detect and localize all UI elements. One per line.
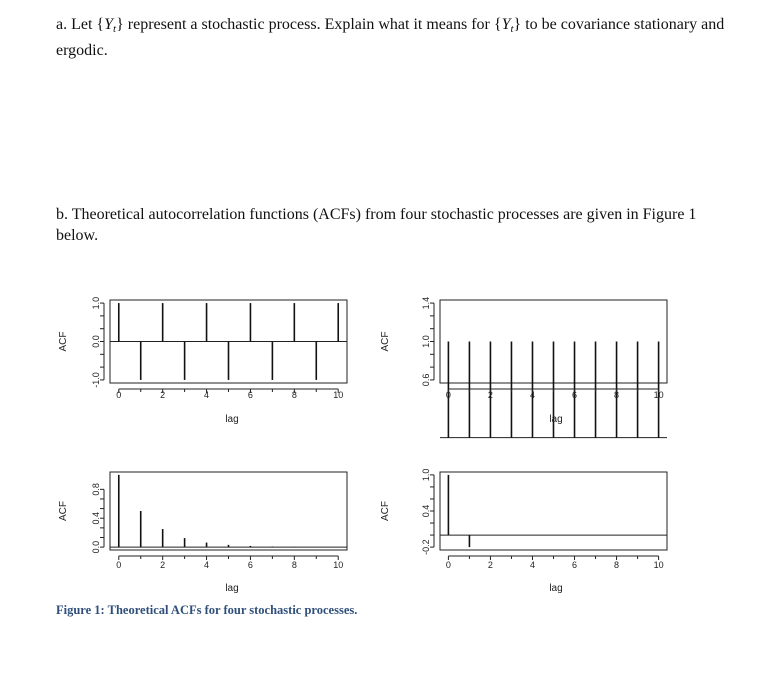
panel-3-x-axis-title: lag xyxy=(225,583,239,594)
process-subscript-2: t xyxy=(510,23,514,35)
panel-4-x-tick-label-8: 8 xyxy=(614,560,620,570)
panel-2-x-axis-title: lag xyxy=(549,414,563,425)
panel-4-x-tick-label-6: 6 xyxy=(572,560,578,570)
question-b-text: b. Theoretical autocorrelation functions (ACFs) from four stochastic processes are given in Figure 1 below. xyxy=(56,206,697,244)
process-variable-2: Y xyxy=(501,16,511,33)
panel-1-x-tick-label-10: 10 xyxy=(333,390,344,400)
panel-1-y-tick-label-1_0: 1.0 xyxy=(91,296,101,310)
panel-1-y-tick-label-0_0: 0.0 xyxy=(91,335,101,348)
panel-3-x-tick-label-6: 6 xyxy=(247,560,253,570)
panel-4-x-tick-label-10: 10 xyxy=(653,560,664,570)
panel-1-x-tick-label-8: 8 xyxy=(291,390,297,400)
panel-4-y-tick-label-0_4: 0.4 xyxy=(421,504,431,518)
panel-3-x-tick-label-8: 8 xyxy=(291,560,297,570)
panel-2-x-tick-label-10: 10 xyxy=(653,390,664,400)
panel-2-x-tick-label-0: 0 xyxy=(445,390,451,400)
panel-3-x-tick-label-0: 0 xyxy=(116,560,122,570)
process-subscript: t xyxy=(113,23,117,35)
panel-4-x-tick-label-0: 0 xyxy=(445,560,451,570)
panel-3-x-tick-label-2: 2 xyxy=(160,560,166,570)
set-open-brace: { xyxy=(96,16,105,33)
panel-2-y-axis-title: ACF xyxy=(380,331,391,352)
panel-2-y-tick-label-1_0: 1.0 xyxy=(421,335,431,348)
panel-1-x-tick-label-4: 4 xyxy=(204,390,210,400)
panel-3-frame xyxy=(110,472,347,550)
panel-1-x-tick-label-2: 2 xyxy=(160,390,166,400)
question-a-prefix: a. Let xyxy=(56,16,97,33)
panel-1-x-axis-title: lag xyxy=(225,414,239,425)
question-a-suffix: to be covariance stationary and ergodic. xyxy=(56,16,725,59)
panel-2-y-tick-label-0_6: 0.6 xyxy=(421,373,431,387)
panel-1-y-tick-label--1_0: -1.0 xyxy=(91,372,101,388)
process-variable: Y xyxy=(104,16,114,33)
panel-4-x-tick-label-4: 4 xyxy=(529,560,535,570)
panel-3-y-tick-label-0_0: 0.0 xyxy=(91,540,101,554)
panel-4-y-tick-label--0_2: -0.2 xyxy=(421,539,431,555)
panel-2-y-tick-label-1_4: 1.4 xyxy=(421,296,431,310)
figure-caption: Figure 1: Theoretical ACFs for four stochastic processes. xyxy=(56,603,358,617)
panel-3-y-axis-title: ACF xyxy=(58,501,69,521)
panel-2-x-tick-label-2: 2 xyxy=(487,390,493,400)
panel-4-y-tick-label-1_0: 1.0 xyxy=(421,468,431,482)
panel-4-frame xyxy=(440,472,667,550)
set-close-brace-2: } xyxy=(513,16,522,33)
panel-2-x-tick-label-4: 4 xyxy=(529,390,535,400)
panel-1-y-axis-title: ACF xyxy=(58,331,69,352)
panel-3-y-tick-label-0_4: 0.4 xyxy=(91,511,101,525)
panel-2-x-tick-label-8: 8 xyxy=(614,390,620,400)
panel-4-x-tick-label-2: 2 xyxy=(487,560,493,570)
panel-4-x-axis-title: lag xyxy=(549,583,563,594)
panel-3-x-tick-label-10: 10 xyxy=(333,560,344,570)
panel-3-y-tick-label-0_8: 0.8 xyxy=(91,483,101,496)
panel-1-x-tick-label-6: 6 xyxy=(247,390,253,400)
set-close-brace: } xyxy=(116,16,124,33)
panel-2-x-tick-label-6: 6 xyxy=(572,390,578,400)
set-open-brace-2: { xyxy=(493,16,502,33)
panel-1-x-tick-label-0: 0 xyxy=(116,390,122,400)
panel-3-x-tick-label-4: 4 xyxy=(204,560,210,570)
question-a-middle: represent a stochastic process. Explain what it means for xyxy=(123,16,494,33)
panel-4-y-axis-title: ACF xyxy=(380,501,391,521)
